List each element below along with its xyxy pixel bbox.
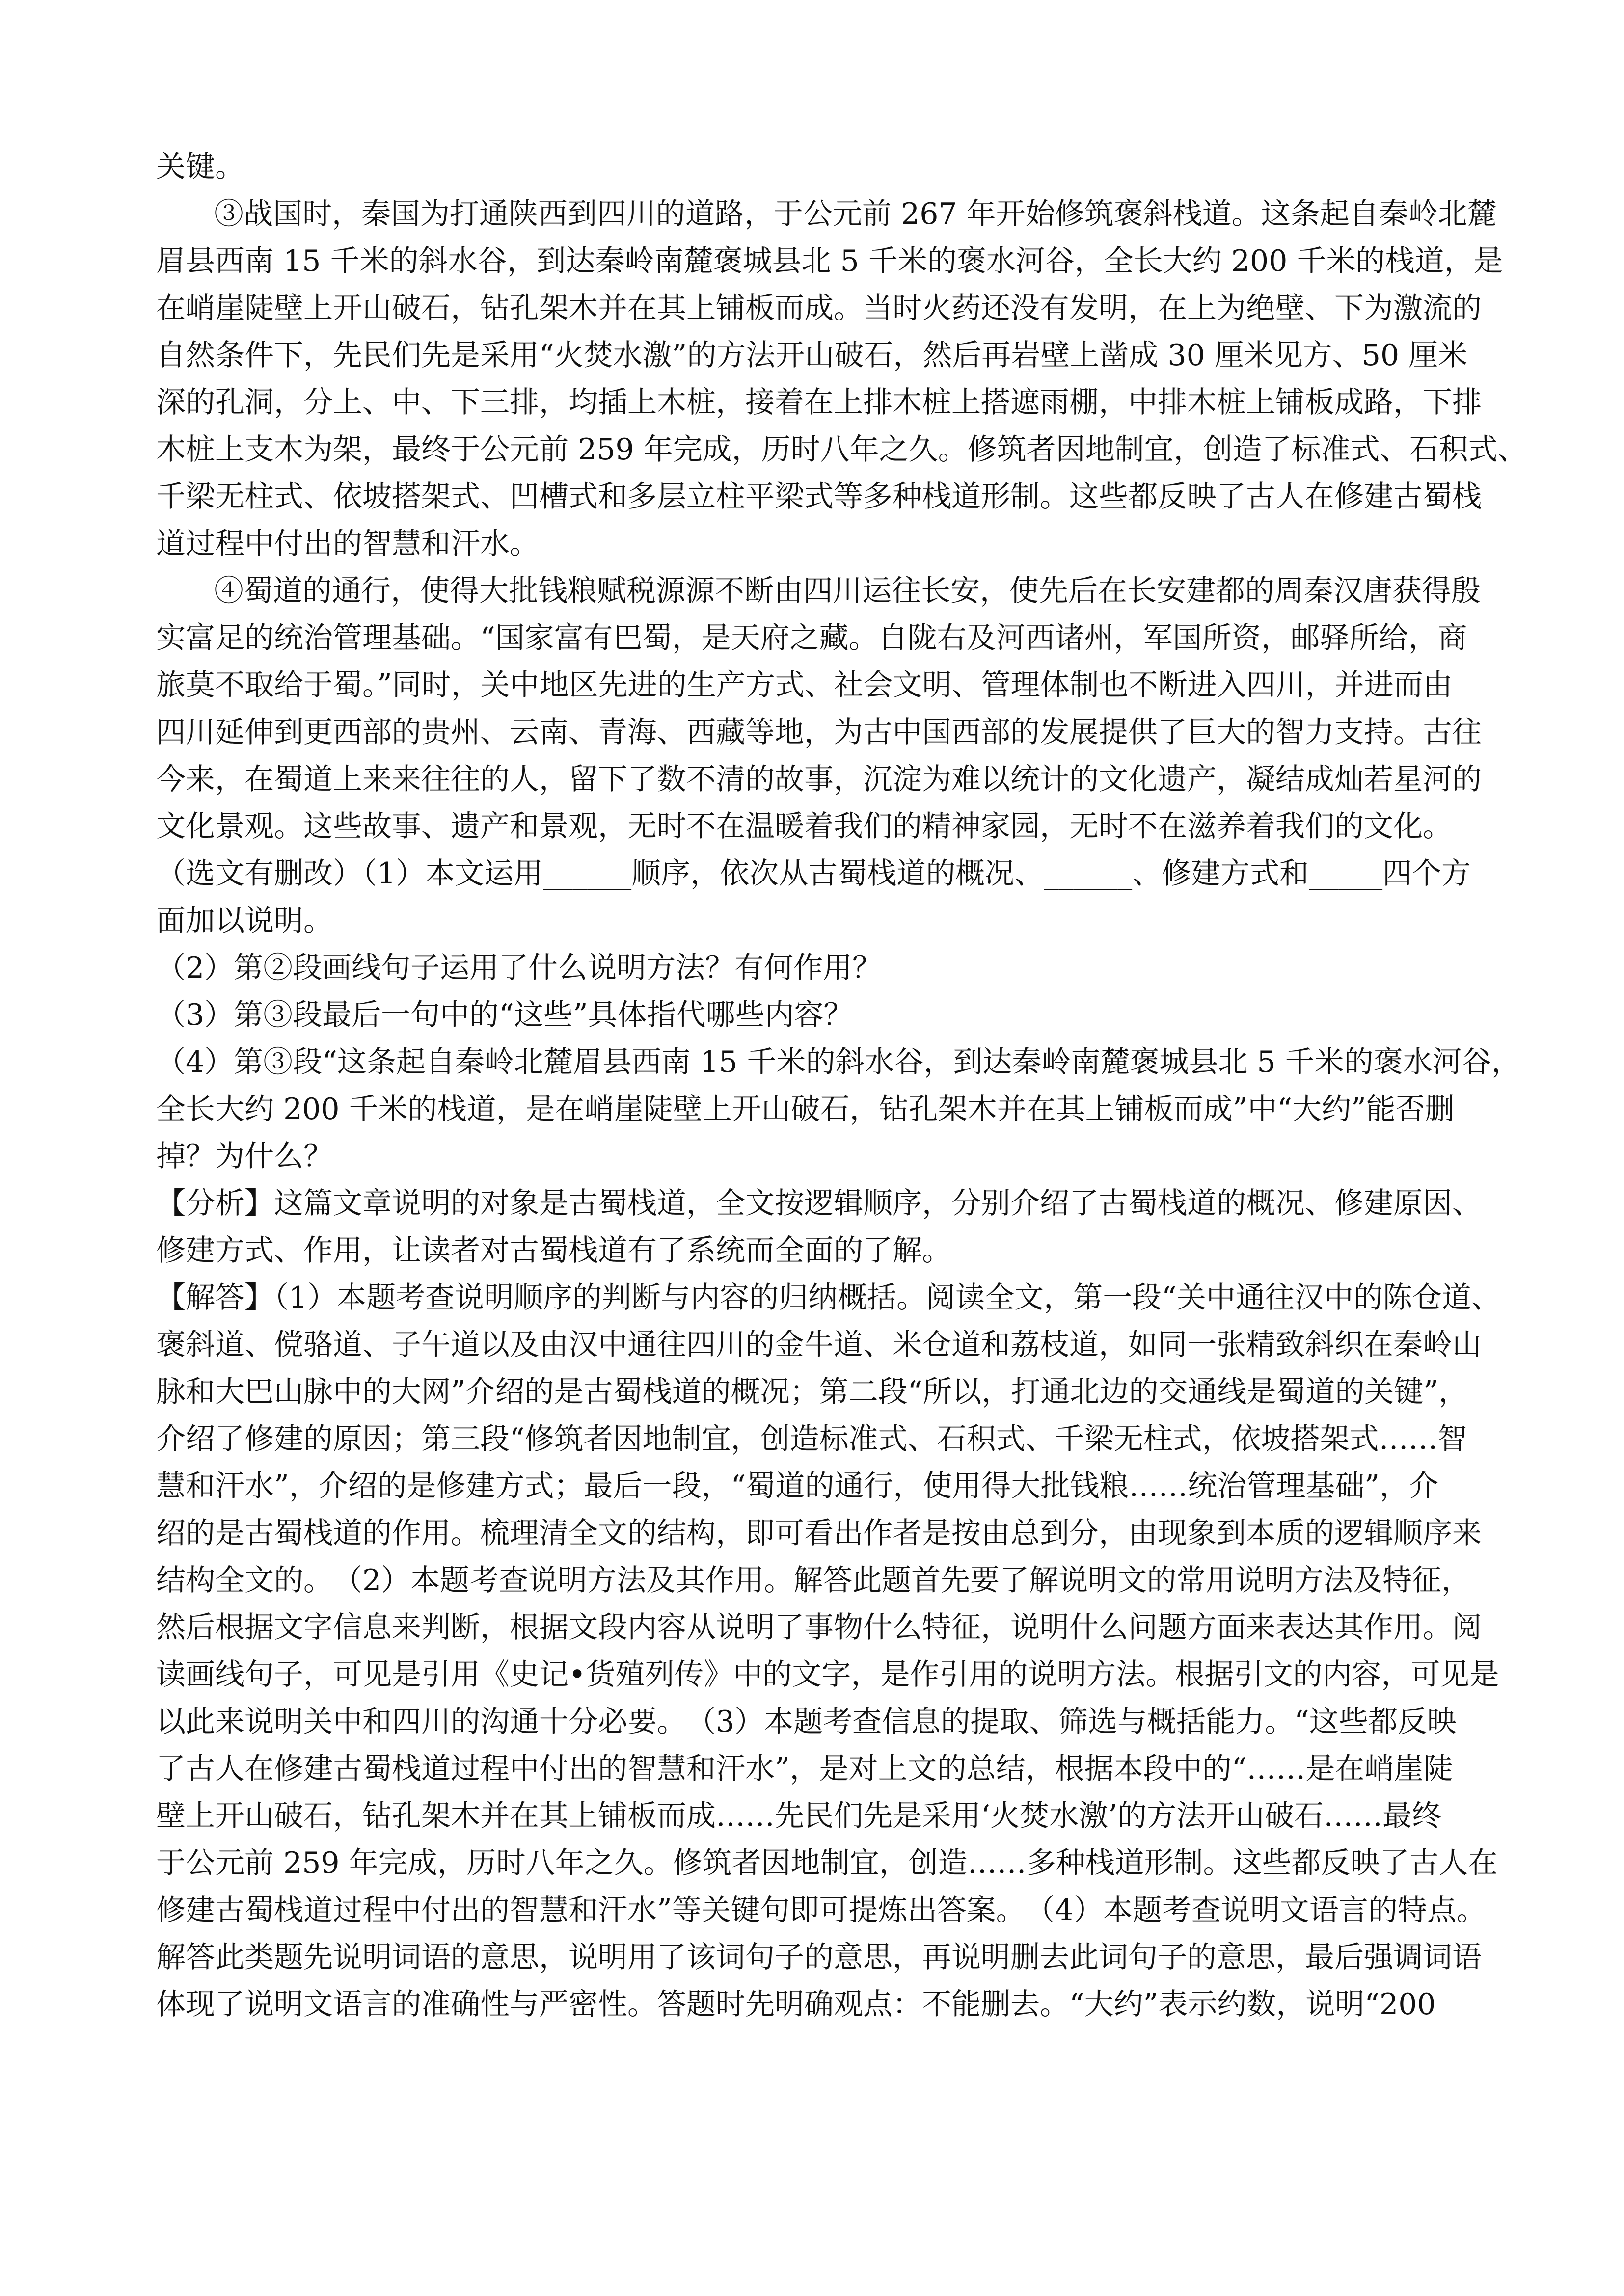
paragraph-4-line-4: 四川延伸到更西部的贵州、云南、青海、西藏等地，为古中国西部的发展提供了巨大的智力支持。古往: [156, 715, 1482, 749]
paragraph-4-line-1: ④蜀道的通行，使得大批钱粮赋税源源不断由四川运往长安，使先后在长安建都的周秦汉唐获得殷: [214, 574, 1481, 608]
paragraph-3-line-3: 在峭崖陡壁上开山破石，钻孔架木并在其上铺板而成。当时火药还没有发明，在上为绝壁、下为激流的: [156, 291, 1482, 325]
answer-line-11: 了古人在修建古蜀栈道过程中付出的智慧和汗水”，是对上文的总结，根据本段中的“……是在峭崖陡: [156, 1752, 1453, 1786]
paragraph-3-line-8: 道过程中付出的智慧和汗水。: [156, 527, 539, 561]
text-line-1: 关键。: [156, 150, 244, 184]
answer-line-8: 然后根据文字信息来判断，根据文段内容从说明了事物什么特征，说明什么问题方面来表达其作用。阅: [156, 1610, 1482, 1645]
question-2: （2）第②段画线句子运用了什么说明方法？有何作用？: [156, 951, 882, 985]
paragraph-3-line-4: 自然条件下，先民们先是采用“火焚水激”的方法开山破石，然后再岩壁上凿成 30 厘米见方、50 厘米: [156, 338, 1468, 373]
question-1-line-1: （选文有删改）（1）本文运用______顺序，依次从古蜀栈道的概况、______、修建方式和_____四个方: [156, 856, 1471, 891]
answer-line-15: 解答此类题先说明词语的意思，说明用了该词句子的意思，再说明删去此词句子的意思，最后强调词语: [156, 1940, 1482, 1975]
document-page: [156, 143, 1527, 2075]
paragraph-3-line-5: 深的孔洞，分上、中、下三排，均插上木桩，接着在上排木桩上搭遮雨棚，中排木桩上铺板成路，下排: [156, 385, 1482, 420]
answer-line-2: 褒斜道、傥骆道、子午道以及由汉中通往四川的金牛道、米仓道和荔枝道，如同一张精致斜织在秦岭山: [156, 1328, 1482, 1362]
question-1-line-2: 面加以说明。: [156, 904, 333, 938]
answer-line-1: 【解答】（1）本题考查说明顺序的判断与内容的归纳概括。阅读全文，第一段“关中通往汉中的陈仓道、: [156, 1281, 1501, 1315]
question-3: （3）第③段最后一句中的“这些”具体指代哪些内容？: [156, 998, 853, 1032]
answer-line-12: 壁上开山破石，钻孔架木并在其上铺板而成……先民们先是采用‘火焚水激’的方法开山破石……最终: [156, 1799, 1442, 1833]
analysis-line-1: 【分析】这篇文章说明的对象是古蜀栈道，全文按逻辑顺序，分别介绍了古蜀栈道的概况、修建原因、: [156, 1186, 1482, 1221]
answer-line-3: 脉和大巴山脉中的大网”介绍的是古蜀栈道的概况；第二段“所以，打通北边的交通线是蜀道的关键”，: [156, 1375, 1468, 1409]
analysis-line-2: 修建方式、作用，让读者对古蜀栈道有了系统而全面的了解。: [156, 1233, 951, 1268]
question-4-line-1: （4）第③段“这条起自秦岭北麓眉县西南 15 千米的斜水谷，到达秦岭南麓褒城县北 5 千米的褒水河谷，: [156, 1045, 1521, 1079]
answer-line-5: 慧和汗水”，介绍的是修建方式；最后一段，“蜀道的通行，使用得大批钱粮……统治管理基础”，介: [156, 1469, 1439, 1503]
answer-line-4: 介绍了修建的原因；第三段“修筑者因地制宜，创造标准式、石积式、千梁无柱式，依坡搭架式……智: [156, 1422, 1467, 1456]
answer-line-14: 修建古蜀栈道过程中付出的智慧和汗水”等关键句即可提炼出答案。 （4）本题考查说明文语言的特点。: [156, 1893, 1486, 1927]
answer-line-13: 于公元前 259 年完成，历时八年之久。修筑者因地制宜，创造……多种栈道形制。这些都反映了古人在: [156, 1846, 1498, 1880]
question-4-line-2: 全长大约 200 千米的栈道，是在峭崖陡壁上开山破石，钻孔架木并在其上铺板而成”中“大约”能否删: [156, 1092, 1455, 1126]
answer-line-7: 结构全文的。 （2）本题考查说明方法及其作用。解答此题首先要了解说明文的常用说明方法及特征，: [156, 1563, 1471, 1598]
paragraph-4-line-2: 实富足的统治管理基础。“国家富有巴蜀，是天府之藏。自陇右及河西诸州，军国所资，邮驿所给，商: [156, 621, 1467, 655]
answer-line-9: 读画线句子，可见是引用《史记•货殖列传》中的文字，是作引用的说明方法。根据引文的内容，可见是: [156, 1657, 1499, 1692]
paragraph-3-line-1: ③战国时，秦国为打通陕西到四川的道路，于公元前 267 年开始修筑褒斜栈道。这条起自秦岭北麓: [214, 197, 1497, 231]
paragraph-4-line-3: 旅莫不取给于蜀。”同时，关中地区先进的生产方式、社会文明、管理体制也不断进入四川，并进而由: [156, 668, 1453, 702]
paragraph-3-line-2: 眉县西南 15 千米的斜水谷，到达秦岭南麓褒城县北 5 千米的褒水河谷，全长大约 200 千米的栈道，是: [156, 244, 1503, 278]
answer-line-6: 绍的是古蜀栈道的作用。梳理清全文的结构，即可看出作者是按由总到分，由现象到本质的逻辑顺序来: [156, 1516, 1482, 1550]
answer-line-10: 以此来说明关中和四川的沟通十分必要。 （3）本题考查信息的提取、筛选与概括能力。“这些都反映: [156, 1705, 1457, 1739]
answer-line-17: [156, 2028, 1482, 2075]
paragraph-3-line-7: 千梁无柱式、依坡搭架式、凹槽式和多层立柱平梁式等多种栈道形制。这些都反映了古人在修建古蜀栈: [156, 480, 1482, 514]
paragraph-4-line-5: 今来，在蜀道上来来往往的人，留下了数不清的故事，沉淀为难以统计的文化遗产，凝结成灿若星河的: [156, 762, 1482, 797]
answer-line-16: 体现了说明文语言的准确性与严密性。答题时先明确观点：不能删去。“大约”表示约数，说明“200: [156, 1987, 1436, 2022]
question-4-line-3: 掉？为什么？: [156, 1139, 333, 1174]
paragraph-3-line-6: 木桩上支木为架，最终于公元前 259 年完成，历时八年之久。修筑者因地制宜，创造了标准式、石积式、: [156, 432, 1527, 467]
paragraph-4-line-6: 文化景观。这些故事、遗产和景观，无时不在温暖着我们的精神家园，无时不在滋养着我们的文化。: [156, 809, 1452, 844]
